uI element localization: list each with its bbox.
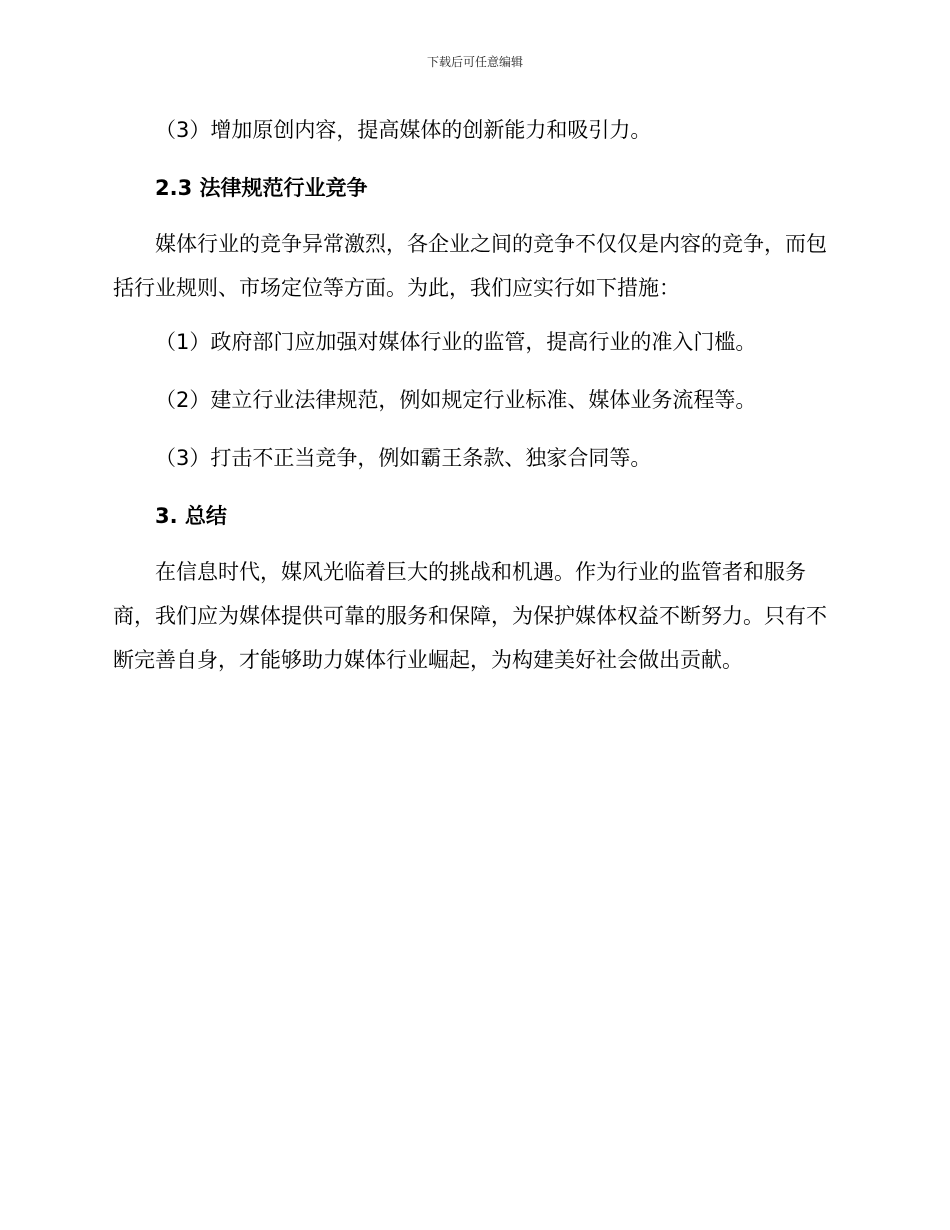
section-2-3-intro-paragraph: 媒体行业的竞争异常激烈，各企业之间的竞争不仅仅是内容的竞争，而包括行业规则、市场定位等方面。为此，我们应实行如下措施：: [113, 232, 827, 300]
page-header-note: 下载后可任意编辑: [426, 55, 523, 69]
summary-paragraph: 在信息时代，媒风光临着巨大的挑战和机遇。作为行业的监管者和服务商，我们应为媒体提供可靠的服务和保障，为保护媒体权益不断努力。只有不断完善自身，才能够助力媒体行业崛起，为构建美好社会做出贡献。: [113, 560, 827, 672]
list-item: （2）建立行业法律规范，例如规定行业标准、媒体业务流程等。: [155, 388, 757, 412]
section-heading-2-3: 2.3 法律规范行业竞争: [155, 176, 368, 200]
list-item: （3）打击不正当竞争，例如霸王条款、独家合同等。: [155, 446, 652, 470]
list-item-original-content: （3）增加原创内容，提高媒体的创新能力和吸引力。: [155, 118, 652, 142]
document-body: [113, 110, 833, 694]
list-item: （1）政府部门应加强对媒体行业的监管，提高行业的准入门槛。: [155, 330, 757, 354]
section-heading-3: 3. 总结: [155, 504, 227, 528]
